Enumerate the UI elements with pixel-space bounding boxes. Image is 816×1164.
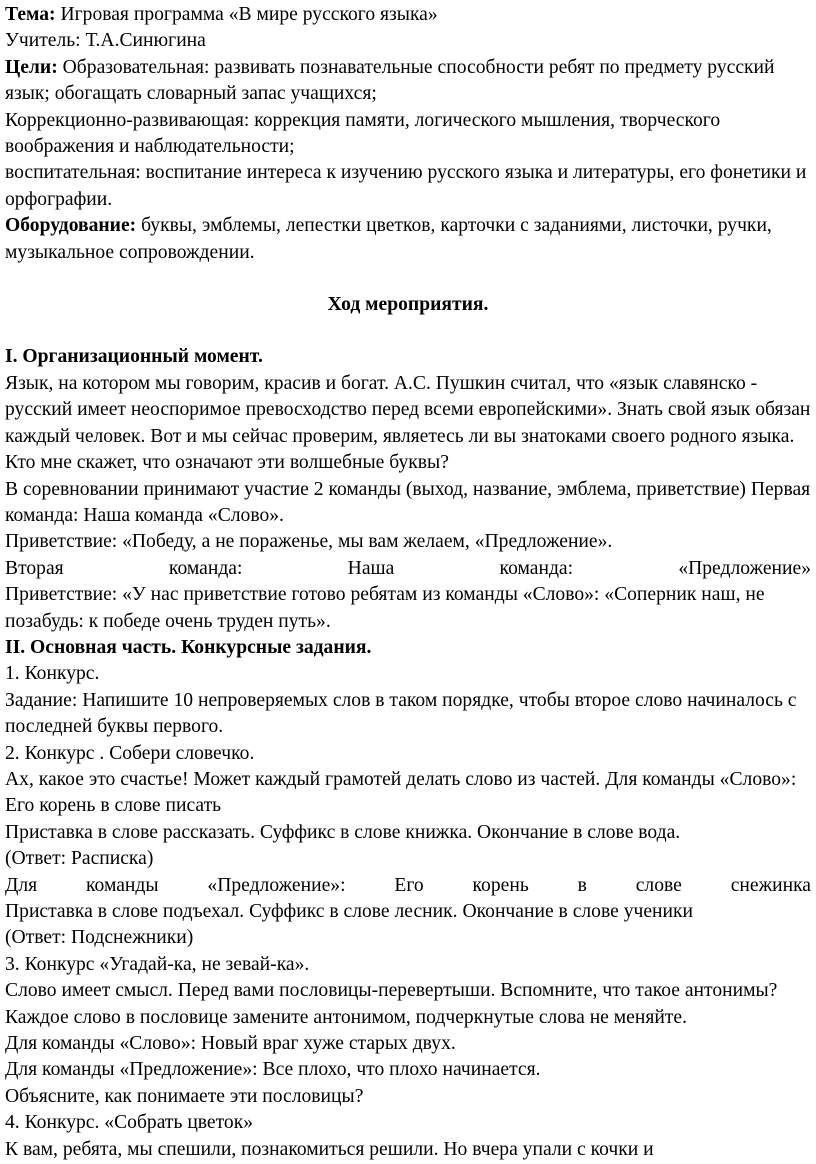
contest4-title: 4. Конкурс. «Собрать цветок» [5,1112,254,1134]
topic-line [5,2,811,28]
goals-line [5,55,811,108]
topic-label: Тема: [5,4,56,25]
equipment-line [5,213,811,266]
equipment-text: буквы, эмблемы, лепестки цветков, карточки с заданиями, листочки, ручки, музыкальное сопровождении. [5,215,772,263]
section1-heading: I. Организационный момент. [5,346,263,368]
section1-paragraph: Язык, на котором мы говорим, красив и богат. А.С. Пушкин считал, что «язык славянско - русский имеет неоспоримое превосходство перед всеми европейскими». Знать свой язык обязан каждый человек. Вот и мы сейчас проверим, являетесь ли вы знатоками своего родного языка. [5,372,811,447]
contest2-answer: (Ответ: Подснежники) [5,927,194,949]
contest1-title: 1. Конкурс. [5,663,100,685]
contest2-intro: Ах, какое это счастье! Может каждый грамотей делать слово из частей. Для команды «Слово»: Его корень в слове писать [5,768,797,817]
spacer [5,266,811,292]
teacher-line: Учитель: Т.А.Синюгина [5,30,206,52]
section1-paragraph: Приветствие: «У нас приветствие готово ребятам из команды «Слово»: «Соперник наш, не позабудь: к победе очень труден путь». [5,584,765,632]
event-title: Ход мероприятия. [327,294,489,316]
section1-paragraph: Приветствие: «Победу, а не пораженье, мы вам желаем, «Предложение». [5,531,613,553]
contest1-task: Задание: Напишите 10 непроверяемых слов в таком порядке, чтобы второе слово начиналось с последней буквы первого. [5,689,797,738]
contest3-team2: Для команды «Предложение»: Все плохо, что плохо начинается. [5,1059,541,1081]
contest2-title: 2. Конкурс . Собери словечко. [5,742,255,764]
contest3-team1: Для команды «Слово»: Новый враг хуже старых двух. [5,1033,456,1055]
goal-correction: Коррекционно-развивающая: коррекция памяти, логического мышления, творческого воображения и наблюдательности; [5,109,721,158]
section1-paragraph: Вторая команда: Наша команда: «Предложение» [5,557,811,579]
equipment-label: Оборудование: [5,215,137,237]
goal-upbringing: воспитательная: воспитание интереса к изучению русского языка и литературы, его фонетики и орфографии. [5,162,807,210]
contest2-answer: (Ответ: Расписка) [5,848,154,870]
section2-heading: II. Основная часть. Конкурсные задания. [5,636,372,658]
contest2-team2-line: Для команды «Предложение»: Его корень в слове снежинка [5,874,811,896]
contest2-line: Приставка в слове подъехал. Суффикс в слове лесник. Окончание в слове ученики [5,901,694,922]
topic-text: Игровая программа «В мире русского языка» [55,4,438,25]
goals-label: Цели: [5,56,58,78]
contest4-text: К вам, ребята, мы спешили, познакомиться решили. Но вчера упали с кочки и [5,1138,654,1160]
contest3-title: 3. Конкурс «Угадай-ка, не зевай-ка». [5,953,310,975]
section1-paragraph: Кто мне скажет, что означают эти волшебные буквы? [5,452,449,474]
goals-text: Образовательная: развивать познавательные способности ребят по предмету русский язык; обогащать словарный запас учащихся; [5,56,775,105]
contest2-line: Приставка в слове рассказать. Суффикс в слове книжка. Окончание в слове вода. [5,821,681,843]
contest3-question: Объясните, как понимаете эти пословицы? [5,1085,364,1107]
spacer [5,318,811,344]
contest3-text: Слово имеет смысл. Перед вами пословицы-перевертыши. Вспомните, что такое антонимы? Каждое слово в пословице замените антонимом, подчеркнутые слова не меняйте. [5,980,778,1028]
section1-paragraph: В соревновании принимают участие 2 команды (выход, название, эмблема, приветствие) Первая команда: Наша команда «Слово». [5,478,811,526]
